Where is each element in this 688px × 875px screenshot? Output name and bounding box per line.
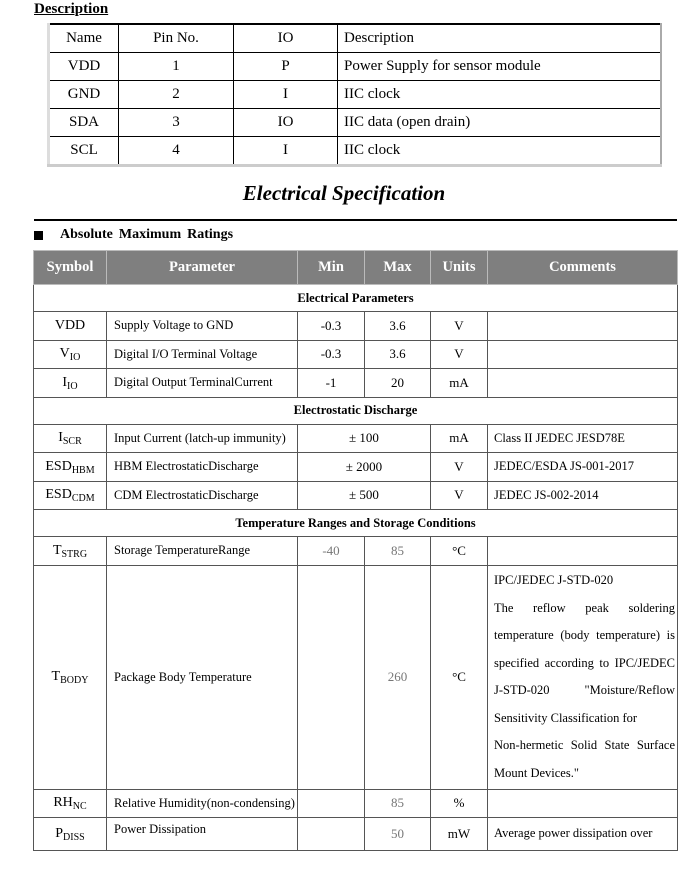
parameter: Input Current (latch-up immunity) <box>107 424 298 453</box>
max-value: 3.6 <box>365 340 431 369</box>
comment-line: Non-hermetic Solid State Surface <box>494 738 675 752</box>
table-row <box>34 565 678 789</box>
pin-name: VDD <box>49 53 119 81</box>
table-row <box>49 109 662 137</box>
pin-io: I <box>234 137 338 166</box>
unit: °C <box>431 565 488 789</box>
description-heading: Description <box>34 1 109 17</box>
parameter: Storage TemperatureRange <box>107 537 298 566</box>
unit: mW <box>431 818 488 851</box>
comment <box>488 312 678 341</box>
pin-io: IO <box>234 109 338 137</box>
comment: Average power dissipation over <box>488 818 678 851</box>
unit: mA <box>431 424 488 453</box>
sub-heading-word: Ratings <box>187 227 234 242</box>
table-row <box>34 789 678 818</box>
range-value: ± 2000 <box>298 453 431 482</box>
parameter: Digital Output TerminalCurrent <box>107 369 298 398</box>
table-row <box>34 340 678 369</box>
unit: °C <box>431 537 488 566</box>
comment: JEDEC JS-002-2014 <box>488 481 678 510</box>
group-electrostatic-discharge: Electrostatic Discharge <box>34 397 678 424</box>
table-row <box>34 424 678 453</box>
symbol: $P_{DISS}$ <box>34 818 107 851</box>
max-value: 85 <box>365 789 431 818</box>
range-value: ± 100 <box>298 424 431 453</box>
symbol: $I_{IO}$ <box>34 369 107 398</box>
header-max: Max <box>365 251 431 285</box>
unit: V <box>431 453 488 482</box>
comment <box>488 537 678 566</box>
pin-name: SDA <box>49 109 119 137</box>
min-value: -0.3 <box>298 340 365 369</box>
table-header-row <box>49 24 662 53</box>
pin-description: IIC clock <box>338 137 662 166</box>
header-symbol: Symbol <box>34 251 107 285</box>
pin-number: 4 <box>119 137 234 166</box>
pin-name: SCL <box>49 137 119 166</box>
symbol: $RH_{NC}$ <box>34 789 107 818</box>
header-parameter: Parameter <box>107 251 298 285</box>
min-value: -0.3 <box>298 312 365 341</box>
max-value: 20 <box>365 369 431 398</box>
divider <box>34 219 677 221</box>
group-row <box>34 285 678 312</box>
header-io: IO <box>234 24 338 53</box>
symbol: $ESD_{HBM}$ <box>34 453 107 482</box>
max-value: 260 <box>365 565 431 789</box>
parameter: Power Dissipation <box>107 818 298 851</box>
page-title: Electrical Specification <box>242 181 446 205</box>
header-description: Description <box>338 24 662 53</box>
symbol: $ESD_{CDM}$ <box>34 481 107 510</box>
comment-line: temperature (body temperature) is <box>494 628 675 642</box>
comment <box>488 565 678 789</box>
unit: % <box>431 789 488 818</box>
pin-description-table <box>47 23 662 167</box>
header-comments: Comments <box>488 251 678 285</box>
header-pin-no: Pin No. <box>119 24 234 53</box>
comment <box>488 789 678 818</box>
table-header-row <box>34 251 678 285</box>
unit: V <box>431 312 488 341</box>
max-value: 85 <box>365 537 431 566</box>
parameter: CDM ElectrostaticDischarge <box>107 481 298 510</box>
bullet-icon <box>34 231 43 240</box>
pin-number: 1 <box>119 53 234 81</box>
symbol: $V_{IO}$ <box>34 340 107 369</box>
symbol: $T_{BODY}$ <box>34 565 107 789</box>
header-name: Name <box>49 24 119 53</box>
comment-line: Mount Devices." <box>494 765 579 780</box>
comment <box>488 340 678 369</box>
group-electrical-parameters: Electrical Parameters <box>34 285 678 312</box>
comment: Class II JEDEC JESD78E <box>488 424 678 453</box>
parameter: Relative Humidity(non-condensing) <box>107 789 298 818</box>
comment-line: IPC/JEDEC J-STD-020 <box>494 573 614 587</box>
group-temperature-ranges: Temperature Ranges and Storage Conditions <box>34 510 678 537</box>
pin-description: Power Supply for sensor module <box>338 53 662 81</box>
group-row <box>34 397 678 424</box>
min-value <box>298 565 365 789</box>
unit: V <box>431 340 488 369</box>
comment: JEDEC/ESDA JS-001-2017 <box>488 453 678 482</box>
unit: V <box>431 481 488 510</box>
absolute-maximum-ratings-table <box>33 250 678 851</box>
header-units: Units <box>431 251 488 285</box>
comment-line: J-STD-020 "Moisture/Reflow <box>494 683 675 697</box>
table-row <box>49 53 662 81</box>
min-value <box>298 818 365 851</box>
symbol: $T_{STRG}$ <box>34 537 107 566</box>
pin-io: P <box>234 53 338 81</box>
range-value: ± 500 <box>298 481 431 510</box>
comment-line: Sensitivity Classification for <box>494 710 638 725</box>
parameter: Digital I/O Terminal Voltage <box>107 340 298 369</box>
comment <box>488 369 678 398</box>
table-row <box>34 537 678 566</box>
table-row <box>34 818 678 851</box>
parameter: HBM ElectrostaticDischarge <box>107 453 298 482</box>
sub-heading-word: Maximum <box>118 227 182 242</box>
table-row <box>34 312 678 341</box>
pin-number: 3 <box>119 109 234 137</box>
min-value: -1 <box>298 369 365 398</box>
parameter: Supply Voltage to GND <box>107 312 298 341</box>
comment-line: specified according to IPC/JEDEC <box>494 655 675 670</box>
table-row <box>34 453 678 482</box>
pin-description: IIC clock <box>338 81 662 109</box>
min-value <box>298 789 365 818</box>
table-row <box>49 81 662 109</box>
max-value: 50 <box>365 818 431 851</box>
table-row <box>34 481 678 510</box>
max-value: 3.6 <box>365 312 431 341</box>
header-min: Min <box>298 251 365 285</box>
comment-line: The reflow peak soldering <box>494 600 675 615</box>
pin-io: I <box>234 81 338 109</box>
pin-number: 2 <box>119 81 234 109</box>
pin-name: GND <box>49 81 119 109</box>
table-row <box>34 369 678 398</box>
unit: mA <box>431 369 488 398</box>
symbol: $I_{SCR}$ <box>34 424 107 453</box>
sub-heading-word: Absolute <box>60 227 113 242</box>
symbol: VDD <box>34 312 107 341</box>
table-row <box>49 137 662 166</box>
parameter: Package Body Temperature <box>107 565 298 789</box>
sub-heading <box>34 227 239 243</box>
pin-description: IIC data (open drain) <box>338 109 662 137</box>
min-value: -40 <box>298 537 365 566</box>
group-row <box>34 510 678 537</box>
